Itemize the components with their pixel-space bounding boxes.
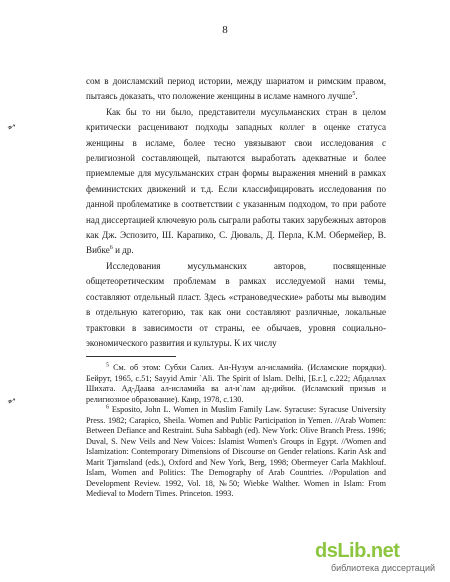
paragraph-text: Исследования мусульманских авторов, посвященные общетеоретическим проблемам в рамках исследуемой нами темы, составляют отдельный пласт. Здесь «страноведческие» работы мы выводим в отдельную категорию, так как они составляют различные, локальные трактовки в зависимости от страны, ее обычаев, уровня социально-экономического развития и культуры. К их числу [86,260,386,348]
footnote-text: Esposito, John L. Women in Muslim Family Law. Syracuse: Syracuse University Press. 1982; Carapico, Sheila. Women and Public Participation in Yemen. //Arab Women: Between Defiance and Restraint. Suha Sabbagh (ed). New York: Olive Branch Press. 1996; Duval, S. New Veils and New Voices: Islamist Women's Groups in Egypt. //Women and Islamization: Contemporary Dimensions of Discourse on Gender relations. Karin Ask and Marit Tjørnsland (eds.), Oxford and New York, Berg, 1998; Obermeyer Carla Makhlouf. Islam, Women and Politics: The Demography of Arab Countries. //Population and Development Review. 1992, Vol. 18, №50; Wiebke Walther. Women in Islam: From Medieval to Modern Times. Princeton. 1993. [86,405,386,498]
paragraph-tail: и др. [112,245,134,256]
watermark-logo[interactable]: dsLib.net [315,540,400,562]
watermark[interactable] [315,540,440,574]
paragraph-continued [86,74,386,105]
watermark-tagline: библиотека диссертаций [331,563,436,573]
paragraph-text: сом в доисламский период истории, между шариатом и римским правом, пытаясь доказать, что положение женщины в исламе намного лучше [86,76,386,102]
paragraph [86,259,386,351]
footnote-ref-6: 6 [109,245,113,252]
margin-mark-arrow-icon: ➶ [5,118,19,135]
footnote-divider [86,356,176,357]
paragraph-text: Как бы то ни было, представители мусульманских стран в целом критически расценивают подходы западных коллег в оценке статуса женщины в исламе, более тесно увязывают свои исследования с религиозной составляющей, пытаются выработать адекватные и более приемлемые для мусульманских стран формы выражения мнений в рамках феминистских движений и т.д. Если классифицировать исследования по данной проблематике в соответствии с указанным подходом, то при работе над диссертацией ключевую роль сыграли работы таких зарубежных авторов как Дж. Эспозито, Ш. Карапико, С. Дюваль, Д. Перла, К.М. Обермейер, В. Вибке [86,106,386,256]
footnotes [86,363,386,500]
footnote-number: 5 [106,362,109,369]
page-number: 8 [222,24,228,36]
paragraph-tail: . [355,91,358,102]
footnote-6 [86,405,386,500]
footnote-ref-5: 5 [352,91,356,98]
margin-mark-arrow-icon: ➶ [5,392,19,409]
body-text [86,74,386,351]
footnote-number: 6 [106,404,109,411]
footnote-text: См. об этом: Субхи Салих. Ан-Нузум ал-исламийа. (Исламские порядки). Бейрут, 1965, с.51; Sayyid Amir `Ali. The Spirit of Islam. Delhi, [Б.г.], с.222; Абдаллах Шихата. Ад-Даава ал-исламийа ва ал-и`лам ад-дийни. (Исламский призыв и религиозное образование). Каир, 1978, с.130. [86,363,386,404]
footnote-5 [86,363,386,405]
paragraph [86,105,386,259]
